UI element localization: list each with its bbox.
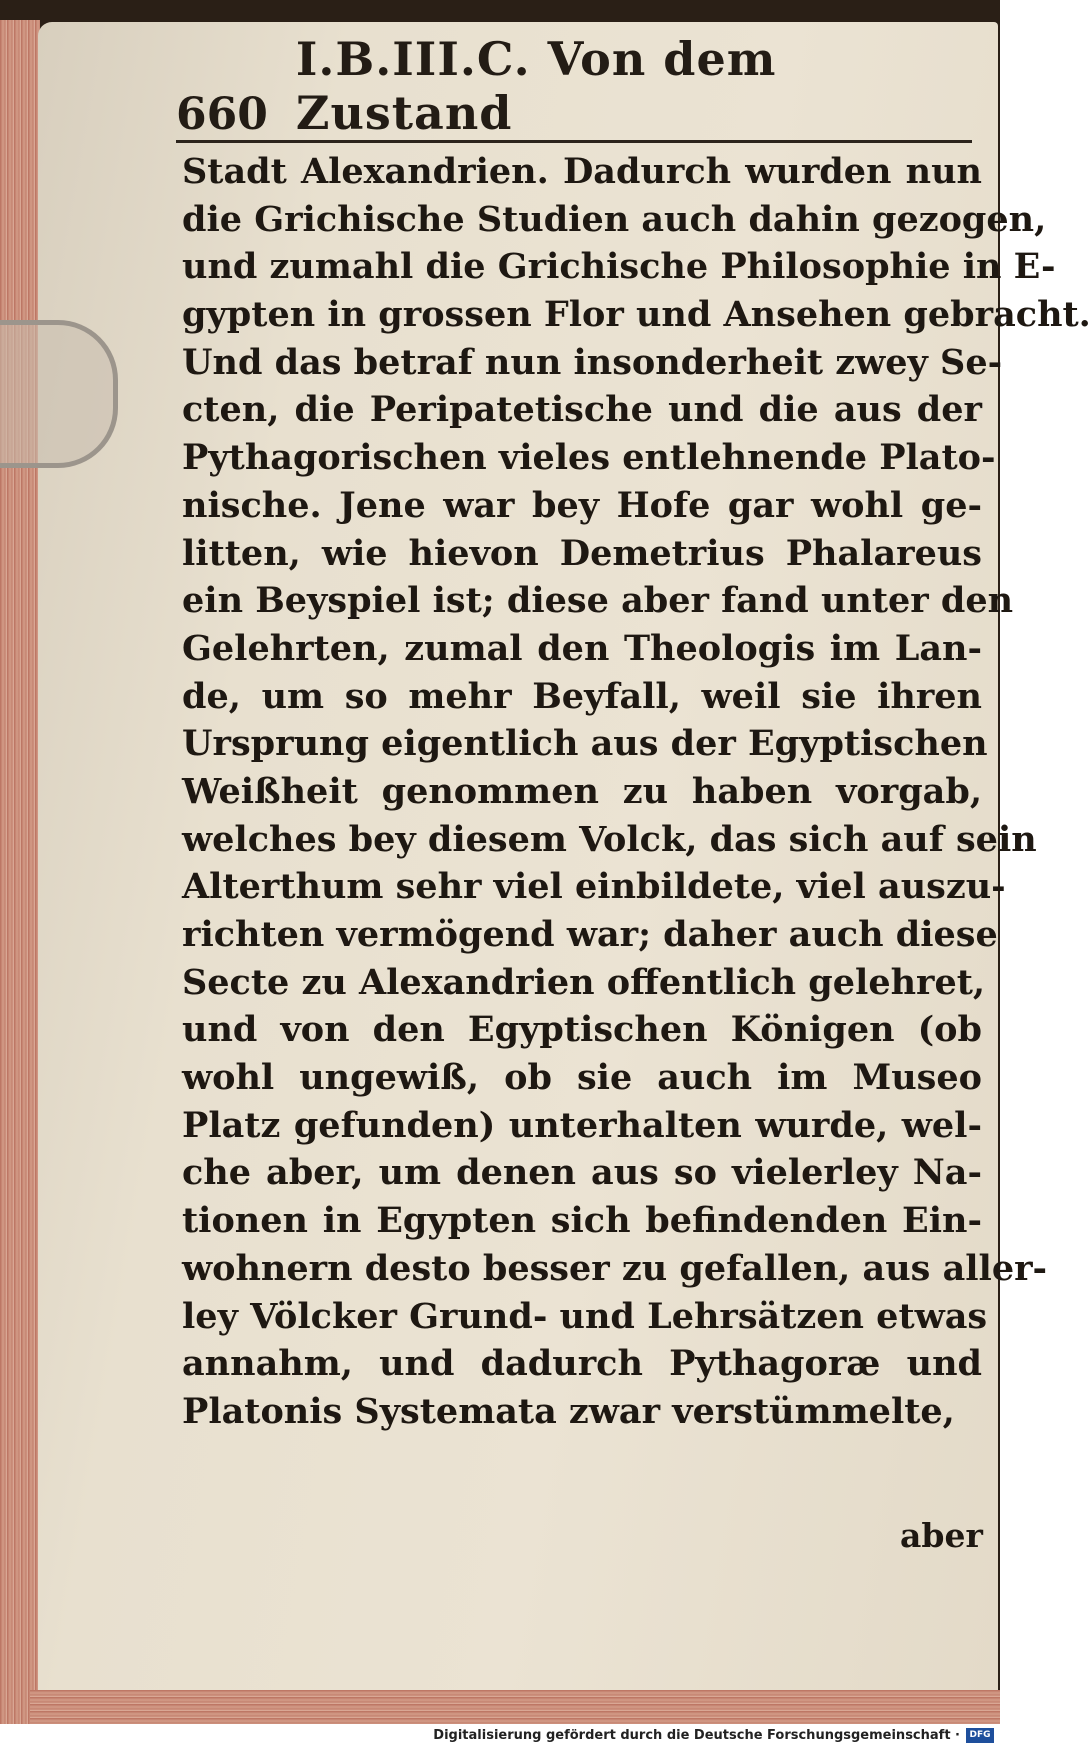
text-line: Platonis Systemata zwar verstümmelte, (182, 1390, 955, 1432)
text-line: Gelehrten, zumal den Theologis im Lan- (182, 627, 982, 669)
text-line: cten, die Peripatetische und die aus der (182, 389, 982, 431)
text-line: Stadt Alexandrien. Dadurch wurden nun (182, 151, 982, 192)
page-edges-bottom (30, 1690, 1000, 1724)
text-line: ley Völcker Grund- und Lehrsätzen etwas (182, 1295, 988, 1337)
text-line: Weißheit genommen zu haben vorgab, (182, 770, 982, 812)
text-line: Alterthum sehr viel einbildete, viel auszu- (182, 866, 1006, 908)
text-line: che aber, um denen aus so vielerley Na- (182, 1152, 982, 1194)
text-line: und von den Egyptischen Königen (ob (182, 1009, 982, 1051)
page-edges-left (0, 20, 40, 1724)
digitization-footer (0, 1724, 1000, 1747)
text-line: wohl ungewiß, ob sie auch im Museo (182, 1057, 982, 1099)
text-line: Platz gefunden) unterhalten wurde, wel- (182, 1104, 982, 1146)
text-line: tionen in Egypten sich befindenden Ein- (182, 1200, 982, 1242)
body-text (182, 148, 1091, 1436)
text-line: Und das betraf nun insonderheit zwey Se- (182, 341, 1003, 383)
text-line: die Grichische Studien auch dahin gezogen, (182, 198, 1047, 240)
catchword: aber (900, 1516, 983, 1555)
page-number: 660 (176, 89, 268, 140)
text-line: Pythagorischen vieles entlehnende Plato- (182, 437, 996, 479)
text-line: und zumahl die Grichische Philosophie in E- (182, 246, 1056, 288)
text-line: litten, wie hievon Demetrius Phalareus (182, 532, 982, 574)
page-clip (0, 320, 118, 468)
text-line: richten vermögend war; daher auch diese (182, 914, 998, 955)
text-line: ein Beyspiel ist; diese aber fand unter den (182, 580, 1014, 622)
text-line: wohnern desto besser zu gefallen, aus aller- (182, 1247, 1048, 1289)
text-line: annahm, und dadurch Pythagoræ und (182, 1343, 982, 1385)
text-line: de, um so mehr Beyfall, weil sie ihren (182, 675, 982, 717)
text-line: gypten in grossen Flor und Ansehen gebracht. (182, 294, 1091, 336)
text-line: Secte zu Alexandrien offentlich gelehret, (182, 961, 986, 1003)
text-line: welches bey diesem Volck, das sich auf sein (182, 818, 1037, 860)
text-line: Ursprung eigentlich aus der Egyptischen (182, 723, 988, 765)
header-rule (176, 140, 972, 143)
running-head-title: I.B.III.C. Von dem Zustand (295, 32, 777, 140)
text-line: nische. Jene war bey Hofe gar wohl ge- (182, 484, 982, 526)
funding-credit: Digitalisierung gefördert durch die Deutsche Forschungsgemeinschaft · (433, 1728, 960, 1743)
running-header (176, 32, 966, 140)
dfg-logo: DFG (966, 1728, 994, 1743)
